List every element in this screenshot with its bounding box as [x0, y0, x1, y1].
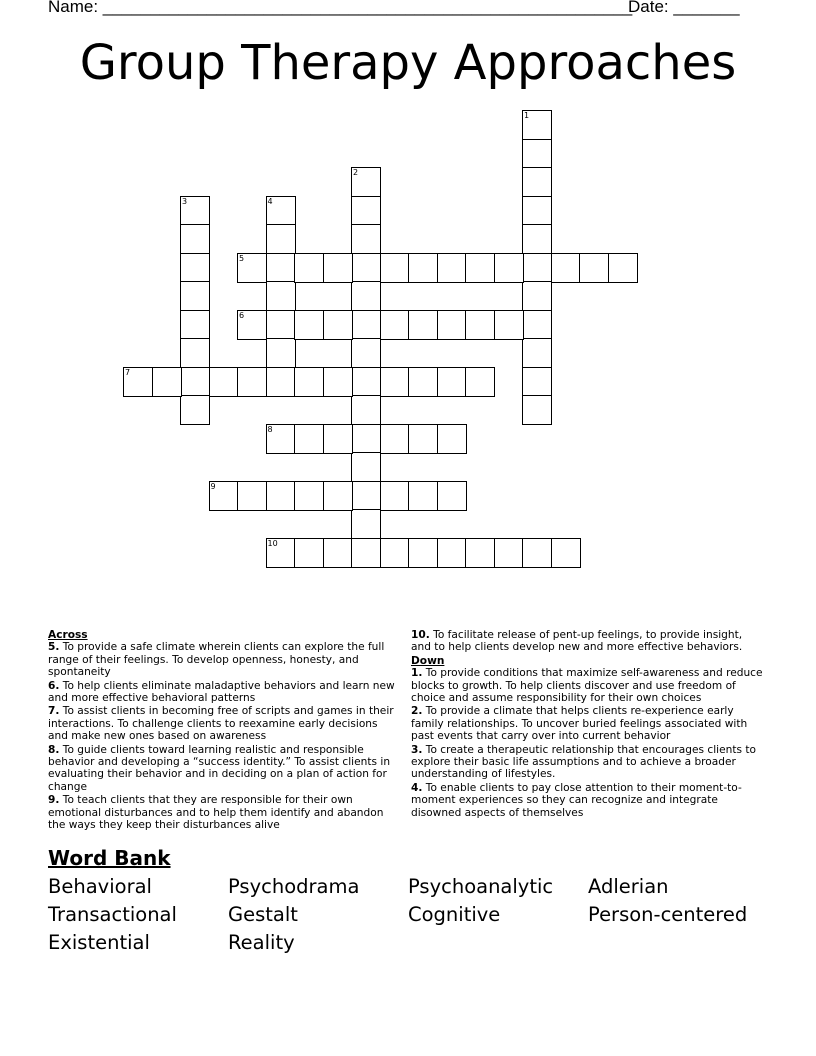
grid-cell[interactable] [266, 253, 296, 283]
grid-cell[interactable] [465, 538, 495, 568]
grid-cell[interactable] [294, 310, 324, 340]
grid-cell[interactable] [180, 367, 210, 397]
cell-number: 3 [182, 196, 188, 206]
clue-number: 8. [48, 743, 60, 756]
grid-cell[interactable] [323, 253, 353, 283]
grid-cell[interactable] [522, 224, 552, 254]
grid-cell[interactable] [266, 310, 296, 340]
grid-cell[interactable] [522, 281, 552, 311]
clues-left-column [48, 629, 400, 833]
grid-cell[interactable] [209, 481, 239, 511]
grid-cell[interactable] [380, 538, 410, 568]
grid-cell[interactable] [522, 367, 552, 397]
down-heading: Down [411, 654, 445, 667]
grid-cell[interactable] [437, 538, 467, 568]
grid-cell[interactable] [351, 338, 381, 368]
grid-cell[interactable] [494, 253, 524, 283]
grid-cell[interactable] [437, 424, 467, 454]
grid-cell[interactable] [351, 281, 381, 311]
grid-cell[interactable] [408, 538, 438, 568]
grid-cell[interactable] [266, 367, 296, 397]
grid-cell[interactable] [180, 395, 210, 425]
grid-cell[interactable] [351, 367, 381, 397]
clue-number: 5. [48, 641, 60, 654]
clue-text: To help clients eliminate maladaptive behaviors and learn new and more effective behavioral patterns [48, 679, 395, 705]
grid-cell[interactable] [380, 310, 410, 340]
word-bank-item: Transactional [48, 903, 177, 926]
grid-cell[interactable] [351, 167, 381, 197]
clue-text: To provide a climate that helps clients re-experience early family relationships. To uncover buried feelings associated with past events that carry over into current behavior [411, 705, 748, 743]
grid-cell[interactable] [323, 310, 353, 340]
grid-cell[interactable] [351, 481, 381, 511]
grid-cell[interactable] [437, 253, 467, 283]
grid-cell[interactable] [180, 281, 210, 311]
clue-number: 10. [411, 629, 430, 641]
grid-cell[interactable] [323, 424, 353, 454]
clue-text: To provide conditions that maximize self-awareness and reduce blocks to growth. To help clients discover and use freedom of choice and assume responsibility for their own choices [411, 667, 763, 705]
grid-cell[interactable] [522, 253, 552, 283]
grid-cell[interactable] [380, 424, 410, 454]
grid-cell[interactable] [408, 481, 438, 511]
grid-cell[interactable] [323, 481, 353, 511]
clue-across-7 [48, 705, 400, 742]
grid-cell[interactable] [437, 481, 467, 511]
grid-cell[interactable] [266, 338, 296, 368]
grid-cell[interactable] [237, 310, 267, 340]
grid-cell[interactable] [351, 253, 381, 283]
grid-cell[interactable] [380, 367, 410, 397]
grid-cell[interactable] [237, 481, 267, 511]
page-title: Group Therapy Approaches [79, 35, 737, 91]
clue-text: To assist clients in becoming free of scripts and games in their interactions. To challenge clients to reexamine early decisions and make new ones based on awareness [48, 705, 394, 743]
cell-number: 8 [267, 424, 273, 434]
grid-cell[interactable] [380, 253, 410, 283]
grid-cell[interactable] [294, 367, 324, 397]
grid-cell[interactable] [522, 167, 552, 197]
grid-cell[interactable] [123, 367, 153, 397]
grid-cell[interactable] [522, 310, 552, 340]
grid-cell[interactable] [294, 481, 324, 511]
clue-text: To enable clients to pay close attention to their moment-to-moment experiences so they can recognize and integrate disowned aspects of themselves [411, 781, 742, 819]
grid-cell[interactable] [351, 196, 381, 226]
clue-down-4 [411, 782, 763, 819]
clue-across-8 [48, 744, 400, 794]
clue-number: 9. [48, 794, 60, 807]
grid-cell[interactable] [237, 367, 267, 397]
clues-right-column [411, 629, 763, 820]
grid-cell[interactable] [579, 253, 609, 283]
grid-cell[interactable] [351, 224, 381, 254]
clue-text: To provide a safe climate wherein clients can explore the full range of their feelings. To develop openness, honesty, and spontaneity [48, 641, 385, 679]
clue-number: 6. [48, 679, 60, 692]
cell-number: 2 [353, 168, 359, 177]
grid-cell[interactable] [266, 481, 296, 511]
grid-cell[interactable] [437, 367, 467, 397]
clue-text: To facilitate release of pent-up feelings, to provide insight, and to help clients develop new and more effective behaviors. [411, 629, 743, 654]
grid-cell[interactable] [380, 481, 410, 511]
clue-down-1 [411, 667, 763, 704]
word-bank-item: Existential [48, 931, 150, 954]
grid-cell[interactable] [522, 139, 552, 169]
grid-cell[interactable] [180, 253, 210, 283]
grid-cell[interactable] [323, 367, 353, 397]
cell-number: 10 [267, 538, 278, 548]
grid-cell[interactable] [180, 338, 210, 368]
clue-down-2 [411, 705, 763, 742]
grid-cell[interactable] [465, 367, 495, 397]
grid-cell[interactable] [266, 224, 296, 254]
word-bank-item: Psychodrama [228, 875, 360, 898]
grid-cell[interactable] [294, 424, 324, 454]
clue-text: To create a therapeutic relationship that encourages clients to explore their basic life assumptions and to achieve a broader understanding of lifestyles. [411, 743, 756, 781]
word-bank-item: Person-centered [588, 903, 748, 926]
across-heading: Across [48, 629, 88, 641]
cell-number: 4 [267, 196, 273, 206]
name-field[interactable]: Name: ________________________________________________________ [48, 0, 633, 16]
grid-cell[interactable] [551, 253, 581, 283]
grid-cell[interactable] [494, 310, 524, 340]
date-field[interactable]: Date: _______ [628, 0, 740, 16]
grid-cell[interactable] [266, 281, 296, 311]
clue-number: 1. [411, 667, 423, 680]
clue-number: 2. [411, 705, 423, 718]
grid-cell[interactable] [522, 395, 552, 425]
grid-cell[interactable] [465, 253, 495, 283]
grid-cell[interactable] [152, 367, 182, 397]
grid-cell[interactable] [351, 310, 381, 340]
grid-cell[interactable] [408, 310, 438, 340]
clue-text: To teach clients that they are responsible for their own emotional disturbances and to help them identify and abandon the ways they keep their disturbances alive [48, 794, 384, 832]
grid-cell[interactable] [266, 196, 296, 226]
grid-cell[interactable] [408, 424, 438, 454]
clue-across-9 [48, 794, 400, 831]
grid-cell[interactable] [180, 310, 210, 340]
word-bank-item: Adlerian [588, 875, 669, 898]
header [48, 0, 768, 19]
grid-cell[interactable] [522, 110, 552, 140]
grid-cell[interactable] [323, 538, 353, 568]
clue-text: To guide clients toward learning realistic and responsible behavior and developing a “success identity.” To assist clients in evaluating their behavior and in deciding on a plan of action for change [48, 743, 391, 793]
grid-cell[interactable] [465, 310, 495, 340]
cell-number: 1 [524, 111, 530, 120]
grid-cell[interactable] [494, 538, 524, 568]
grid-cell[interactable] [351, 424, 381, 454]
grid-cell[interactable] [180, 224, 210, 254]
grid-cell[interactable] [408, 367, 438, 397]
word-bank-item: Gestalt [228, 903, 298, 926]
grid-cell[interactable] [522, 338, 552, 368]
grid-cell[interactable] [522, 196, 552, 226]
clue-across-10 [411, 629, 763, 654]
word-bank-item: Reality [228, 931, 295, 954]
grid-cell[interactable] [351, 395, 381, 425]
grid-cell[interactable] [608, 253, 638, 283]
grid-cell[interactable] [266, 538, 296, 568]
word-bank-item: Psychoanalytic [408, 875, 554, 898]
clue-across-6 [48, 680, 400, 705]
word-bank-title: Word Bank [48, 846, 171, 870]
grid-cell[interactable] [351, 509, 381, 539]
cell-number: 7 [125, 367, 131, 377]
grid-cell[interactable] [408, 253, 438, 283]
cell-number: 9 [210, 481, 216, 491]
clue-across-5 [48, 641, 400, 678]
clue-number: 3. [411, 743, 423, 756]
clue-number: 4. [411, 781, 423, 794]
clue-down-3 [411, 744, 763, 781]
grid-cell[interactable] [294, 253, 324, 283]
grid-cell[interactable] [294, 538, 324, 568]
grid-cell[interactable] [551, 538, 581, 568]
grid-cell[interactable] [266, 424, 296, 454]
grid-cell[interactable] [437, 310, 467, 340]
cell-number: 5 [239, 253, 245, 263]
cell-number: 6 [239, 310, 245, 320]
grid-cell[interactable] [209, 367, 239, 397]
grid-cell[interactable] [237, 253, 267, 283]
word-bank-item: Cognitive [408, 903, 501, 926]
grid-cell[interactable] [351, 452, 381, 482]
word-bank-item: Behavioral [48, 875, 152, 898]
grid-cell[interactable] [180, 196, 210, 226]
clue-number: 7. [48, 705, 60, 718]
grid-cell[interactable] [522, 538, 552, 568]
grid-cell[interactable] [351, 538, 381, 568]
